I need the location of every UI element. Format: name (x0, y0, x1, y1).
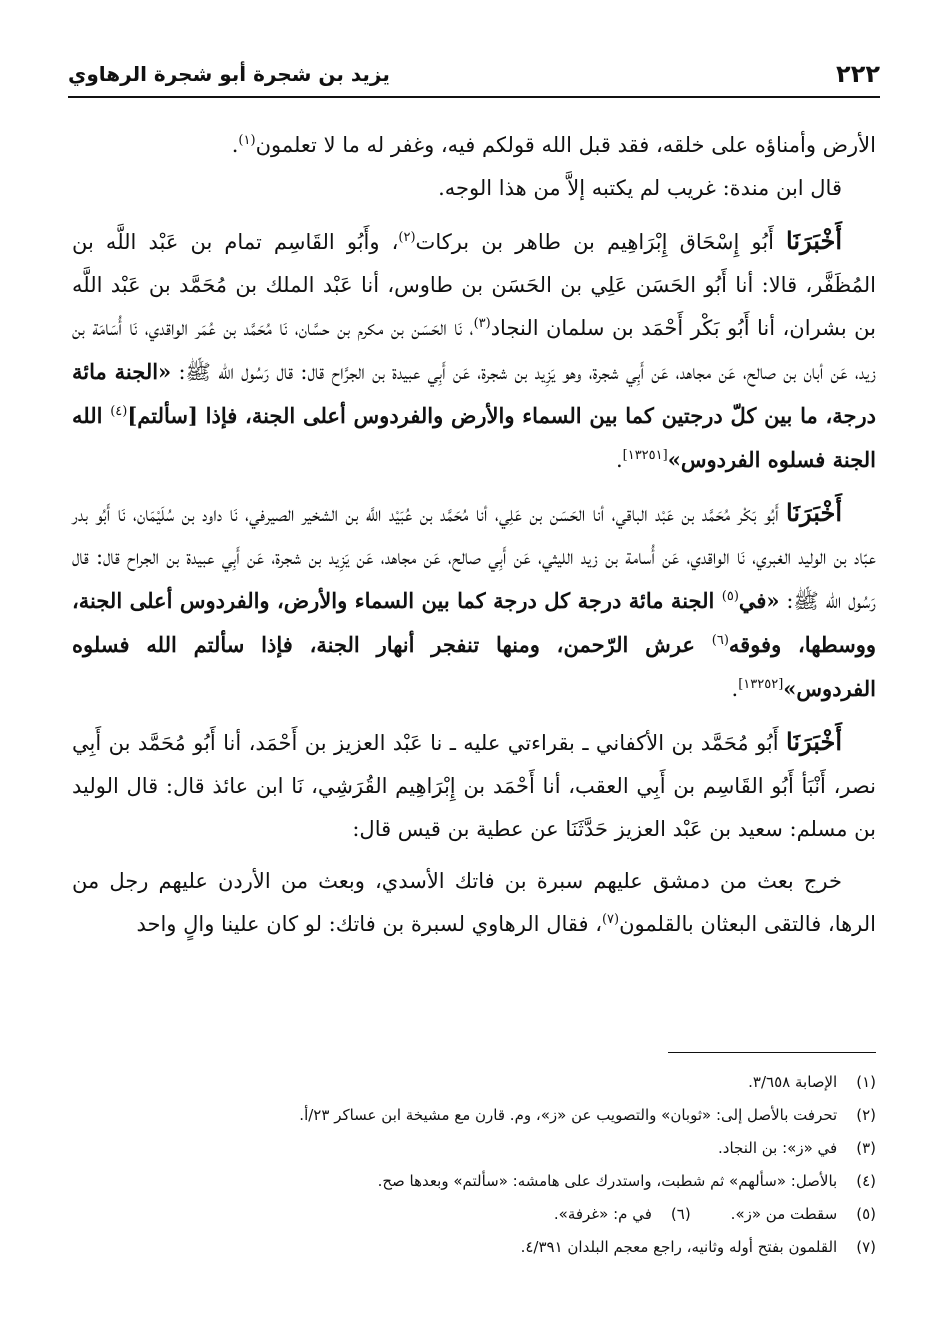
footnote-text: القلمون بفتح أوله وثانيه، راجع معجم البلدان ٤/٣٩١. (520, 1238, 838, 1256)
footnote-item (200, 1132, 876, 1165)
footnote-item (200, 1066, 876, 1099)
running-title: يزيد بن شجرة أبو شجرة الرهاوي (68, 62, 390, 86)
paragraph-4 (72, 491, 876, 711)
text-run: . (731, 677, 739, 701)
footnote-number: (٤) (856, 1172, 876, 1190)
hadith-text: الله الجنة فسلوه الفردوس» (72, 403, 876, 472)
footnote-text: بالأصل: «سألهم» ثم شطبت، واستدرك على هامشه: «سألتم» وبعدها صح. (377, 1172, 838, 1190)
footnote-number: (٣) (856, 1139, 876, 1157)
text-run: قال ابن مندة: غريب لم يكتبه إلاَّ من هذا الوجه. (438, 176, 842, 200)
hadith-text: «في (738, 588, 780, 613)
footnote-item (200, 1165, 876, 1198)
hadith-text: الجنة مائة درجة كل درجة كما بين السماء والأرض، والفردوس أعلى الجنة، ووسطها، وفوقه (72, 588, 876, 657)
footnotes (200, 1066, 876, 1264)
header-rule (68, 96, 880, 98)
text-run: أَبُو بَكْر مُحَمَّد بن عَبْد الباقي، أنا الحَسَن بن عَلِي، أنا مُحَمَّد بن عُبَيْد اللَّه بن الشخير الصيرفي، نَا داود بن سُلَيْمَان، نَا أَبُو بدر عبّاد بن الوليد الغبري، نَا الواقدي، عَن أُسامة بن زيد الليثي، عَن أَبِي صالح، عَن مجاهد، عَن يَزِيد بن شجرة، عَن أَبِي عبيدة بن الجراح قال: قال رَسُول الله ﷺ: (72, 502, 876, 613)
text-run: ، فقال الرهاوي لسبرة بن فاتك: لو كان علينا والٍ واحد (136, 912, 602, 936)
akhbarana-keyword: أَخْبَرَنَا (786, 727, 842, 756)
footnote-text: تحرفت بالأصل إلى: «ثوبان» والتصويب عن «ز»، وم. قارن مع مشيخة ابن عساكر ٢٣/أ. (299, 1106, 838, 1124)
footnote-ref: (٦) (711, 633, 729, 648)
text-run: ، نَا الحَسَن بن مكرم بن حسَّان، نَا مُحَمَّد بن عُمَر الواقدي، نَا أُسَامَة بن زيد، عَن أبان بن صالح، عَن مجاهد، عَن أَبِي شجرة، وهو يَزِيد بن شجرة، عَن أَبِي عبيدة بن الجرَّاح قال: قال رَسُول الله ﷺ: (72, 316, 876, 384)
paragraph-1 (72, 124, 876, 167)
footnote-number: (٢) (856, 1106, 876, 1124)
text-run: الأرض وأمناؤه على خلقه، فقد قبل الله قولكم فيه، وغفر له ما لا تعلمون (255, 133, 876, 157)
hadith-number: [١٣٢٥١] (622, 448, 668, 463)
footnote-number: (٥) (856, 1205, 876, 1223)
text-run: ، وأَبُو القَاسِم تمام بن عَبْد اللَّه بن المُظَفَّر، قالا: أنا أَبُو الحَسَن عَلِي بن الحَسَن بن طاوس، أنا عَبْد الملك بن مُحَمَّد بن عَبْد اللَّه بن بشران، أنا أَبُو بَكْر أَحْمَد بن سلمان النجاد (72, 230, 876, 340)
text-run: خرج بعث من دمشق عليهم سبرة بن فاتك الأسدي، وبعث من الأردن عليهم رجل من الرها، فالتقى البعثان بالقلمون (72, 869, 876, 936)
text-run: . (615, 448, 623, 472)
paragraph-2 (72, 167, 876, 210)
footnote-text: سقطت من «ز». (730, 1205, 838, 1223)
hadith-number: [١٣٢٥٢] (738, 677, 784, 692)
text-run: أَبُو مُحَمَّد بن الأكفاني ـ بقراءتي عليه ـ نا عَبْد العزيز بن أَحْمَد، أنا أَبُو مُحَمَّد بن أَبِي نصر، أَنْبَأ أَبُو القَاسِم بن أَبِي العقب، أنا أَحْمَد بن إِبْرَاهِيم القُرَشِي، نَا ابن عائذ قال: قال الوليد بن مسلم: سعيد بن عَبْد العزيز حَدَّثَنَا عن عطية بن قيس قال: (72, 731, 876, 841)
akhbarana-keyword: أَخْبَرَنَا (786, 498, 842, 527)
footnote-ref: (٤) (110, 404, 128, 419)
akhbarana-keyword: أَخْبَرَنَا (786, 226, 842, 255)
footnote-ref: (٥) (721, 589, 739, 604)
footnote-ref: (٢) (398, 230, 416, 245)
footnote-ref: (٧) (601, 912, 620, 927)
page-number: ٢٢٢ (836, 60, 880, 88)
paragraph-6 (72, 860, 876, 946)
paragraph-5 (72, 720, 876, 851)
footnote-item (200, 1198, 876, 1231)
footnote-item (200, 1099, 876, 1132)
hadith-text: عرش الرّحمن، ومنها تنفجر أنهار الجنة، فإذا سألتم الله فسلوه الفردوس» (72, 632, 876, 701)
main-text (72, 124, 876, 946)
running-header (68, 56, 880, 96)
footnote-item (200, 1231, 876, 1264)
hadith-text: «الجنة مائة درجة، ما بين كلّ درجتين كما بين السماء والأرض والفردوس أعلى الجنة، فإذا [سألتم] (72, 359, 876, 428)
footnote-ref: (١) (238, 133, 256, 148)
text-run: أَبُو إِسْحَاق إِبْرَاهِيم بن طاهر بن بركات (415, 230, 787, 254)
footnote-rule (668, 1052, 876, 1053)
footnote-text: الإصابة ٣/٦٥٨. (748, 1073, 838, 1091)
text-run: . (231, 133, 239, 157)
footnote-number: (٦) (670, 1205, 691, 1223)
footnote-number: (١) (856, 1073, 876, 1091)
footnote-number: (٧) (856, 1238, 876, 1256)
footnote-text: في م: «غرفة». (553, 1205, 652, 1223)
footnote-ref: (٣) (473, 316, 491, 331)
footnote-text: في «ز»: بن النجاد. (718, 1139, 838, 1157)
paragraph-3 (72, 219, 876, 482)
